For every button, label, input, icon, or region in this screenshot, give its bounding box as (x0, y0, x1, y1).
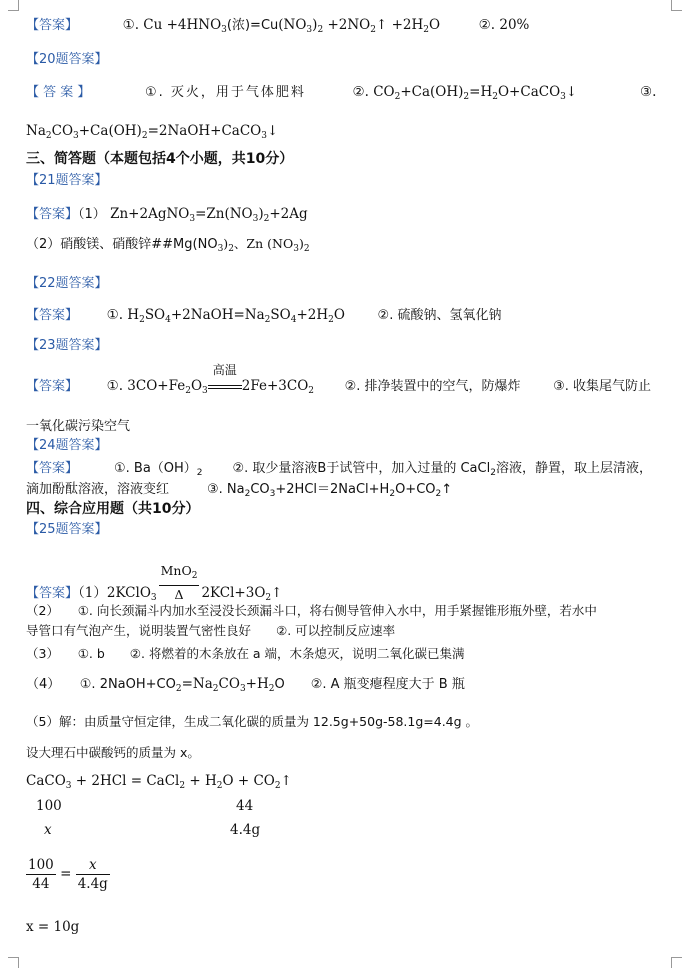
answer-item: ②. 取少量溶液B于试管中，加入过量的 CaCl$_2$溶液，静置，取上层清液， (232, 461, 652, 478)
answer-line-25-part1: 【答案】（1）2KClO$_3$ $\frac{MnO_2}{\Delta}$ $2KCl+3O_2↑$ (26, 563, 283, 603)
answer-tag: 【答案】 (26, 207, 79, 222)
answer-tag: 【答案】 (26, 586, 79, 601)
corner-mark-top-left (8, 0, 19, 11)
answer-line-19 (26, 16, 529, 39)
answer-tag: 【答案】 (26, 379, 79, 394)
unknown-x: x (44, 822, 52, 838)
answer-line-20 (26, 83, 577, 106)
answer-line-21-part2: （2）硝酸镁、硝酸锌$\#\#Mg(NO_3)_2$、Zn $(NO_3)_2$ (26, 236, 310, 254)
question-label-20: 【20题答案】 (26, 52, 108, 67)
answer-item: ①. $3CO+Fe_2O_3$ 高温 $2Fe+3CO_2$ (106, 363, 315, 396)
molar-mass-caco3: 100 (36, 798, 62, 814)
section-heading-3: 三、简答题（本题包括4个小题，共10分） (26, 151, 294, 167)
chemical-equation: CaCO$_3$ + 2HCl = CaCl$_2$ + $H_2O$ + $CO_2↑$ (26, 773, 292, 791)
question-label-22: 【22题答案】 (26, 276, 108, 291)
reaction-condition: 高温 (208, 377, 242, 395)
corner-mark-bottom-left (8, 957, 19, 968)
answer-tag: 【答案】 (26, 308, 79, 323)
answer-line-20-cont: $Na_2CO_3+Ca(OH)_2=2NaOH+CaCO_3↓$ (26, 123, 279, 141)
final-result: x = 10g (26, 919, 80, 935)
answer-line-25-part3: （3） ①. b ②. 将燃着的木条放在 a 端，木条熄灭，说明二氧化碳已集满 (26, 646, 465, 661)
answer-item: ①. 灭火，用于气体肥料 (145, 85, 306, 100)
answer-line-25-part4: （4） ①. $2NaOH+CO_2=Na_2CO_3+H_2O$ ②. A 瓶变瘪程度大于 B 瓶 (26, 676, 465, 694)
answer-line-23 (26, 363, 652, 400)
answer-item: ②. 硫酸钠、氢氧化钠 (377, 308, 502, 323)
answer-item-3-label: ③. (640, 84, 657, 100)
answer-tag: 【答案】 (26, 18, 79, 33)
answer-item: ③. 收集尾气防止 (553, 379, 652, 394)
answer-line-22 (26, 306, 501, 329)
answer-line-25-part2: （2） ①. 向长颈漏斗内加水至浸没长颈漏斗口，将右侧导管伸入水中，用手紧握锥形瓶外壁，若水中 (26, 603, 597, 618)
answer-item: ①. $Cu +4HNO_3$(浓)$=Cu(NO_3)_2$ $+2NO_2↑ +2H_2O$ (122, 17, 441, 35)
answer-item: ②. $CO_2+Ca(OH)_2=H_2O+CaCO_3↓$ (352, 84, 578, 102)
answer-tag: 【 答 案 】 (26, 85, 91, 100)
answer-line-25-assume: 设大理石中碳酸钙的质量为 x。 (26, 745, 200, 760)
question-label-24: 【24题答案】 (26, 438, 108, 453)
mass-co2: 4.4g (230, 822, 261, 838)
answer-line-25-part2-cont: 导管口有气泡产生，说明装置气密性良好 ②. 可以控制反应速率 (26, 623, 396, 638)
question-label-21: 【21题答案】 (26, 173, 108, 188)
answer-item: ①. $H_2SO_4+2NaOH=Na_2SO_4+2H_2O$ (106, 307, 345, 325)
corner-mark-top-right (671, 0, 682, 11)
proportion-equation: $\frac{100}{44}$ = $\frac{x}{4.4g}$ (28, 857, 108, 892)
corner-mark-bottom-right (671, 957, 682, 968)
question-label-23: 【23题答案】 (26, 338, 108, 353)
answer-item: ③. $Na_2CO_3+2HCl=2NaCl+H_2O+CO_2↑$ (206, 482, 453, 499)
answer-item: ①. $Ba(OH)_2$ (113, 461, 203, 478)
molar-mass-co2: 44 (236, 798, 254, 814)
section-heading-4: 四、综合应用题（共10分） (26, 501, 200, 517)
answer-item: ②. 排净装置中的空气，防爆炸 (344, 379, 521, 394)
answer-tag: 【答案】 (26, 461, 79, 476)
answer-line-23-cont: 一氧化碳污染空气 (26, 419, 131, 434)
answer-line-21: 【答案】（1） $Zn+2AgNO_3=Zn(NO_3)_2+2Ag$ (26, 206, 308, 224)
answer-line-24 (26, 459, 652, 482)
reaction-condition: $\frac{MnO_2}{\Delta}$ (160, 563, 198, 602)
question-label-25: 【25题答案】 (26, 522, 108, 537)
answer-item: ②. 20% (478, 17, 530, 33)
answer-line-25-part5: （5）解：由质量守恒定律，生成二氧化碳的质量为 12.5g+50g-58.1g=4.4g 。 (26, 714, 479, 729)
answer-line-24-cont: 滴加酚酞溶液，溶液变红 ③. $Na_2CO_3+2HCl=2NaCl+H_2O+CO_2↑$ (26, 482, 453, 499)
